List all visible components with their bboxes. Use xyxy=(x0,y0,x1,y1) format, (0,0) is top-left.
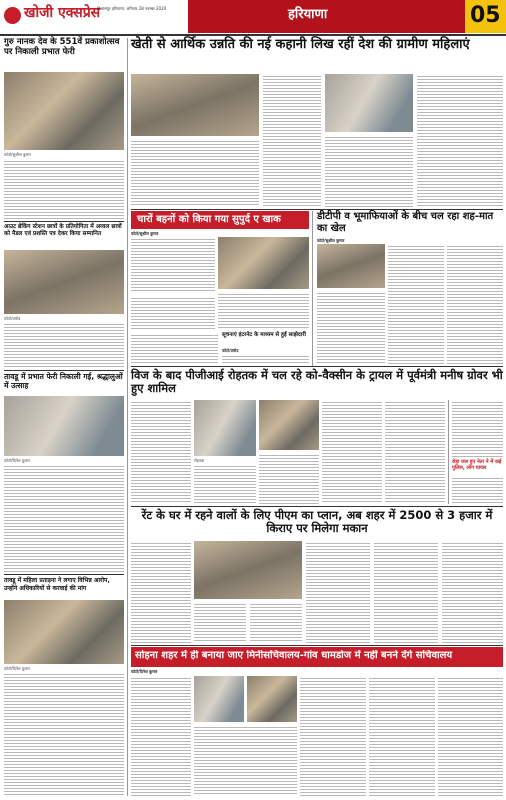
guru-nanak-photo-credit: फोटो/सुशील कुमार xyxy=(4,152,32,157)
dtp-body-1 xyxy=(317,291,385,364)
masthead-logo-bar xyxy=(0,0,188,33)
rural-women-body-2 xyxy=(263,74,321,207)
pm-plan-body-1 xyxy=(131,541,191,643)
four-sisters-photo xyxy=(218,237,309,289)
main-divider-2 xyxy=(131,366,503,367)
main-divider-3 xyxy=(131,506,503,507)
vaccine-body-5 xyxy=(385,400,445,504)
masthead-divider xyxy=(0,34,506,36)
sohna-photo-1 xyxy=(194,676,244,722)
four-sisters-body-3 xyxy=(131,296,215,330)
center-column-rule xyxy=(312,211,313,366)
guru-nanak-body xyxy=(4,159,124,219)
left-divider-3 xyxy=(4,574,124,575)
sohna-photo-2 xyxy=(247,676,297,722)
four-sisters-headline: चारों बहनों को किया गया सुपुर्द ए खाक xyxy=(137,214,281,225)
dtp-body-3 xyxy=(447,244,503,364)
vaccine-headline: विज के बाद पीजीआई रोहतक में चल रहे को-वैक्सीन के ट्रायल में पूर्वमंत्री मनीष ग्रोवर भी हुए शामिल xyxy=(131,368,503,396)
tavdu-women-headline: तावडू में महिला प्रताड़ना ने लगाए विभिन्न आरोप, उन्होंने अधिकारियों से करवाई की मांग xyxy=(4,577,110,592)
rural-women-body-3 xyxy=(325,135,413,207)
pm-plan-body-2 xyxy=(194,602,246,643)
rural-women-body-1 xyxy=(131,139,259,207)
suchna-byline: फोटो/प्रमोद xyxy=(222,348,239,353)
four-sisters-banner xyxy=(131,211,309,229)
sohna-body-1 xyxy=(131,676,191,796)
four-sisters-body-4 xyxy=(131,333,218,364)
left-divider-2 xyxy=(4,370,124,371)
vaccine-body-2 xyxy=(194,464,256,504)
pm-plan-photo xyxy=(194,541,302,599)
tavdu-women-photo xyxy=(4,600,124,664)
pm-plan-body-6 xyxy=(442,541,503,643)
page-number-badge xyxy=(465,0,506,33)
sohna-body-2 xyxy=(194,725,297,796)
vaccine-body-4 xyxy=(322,400,382,504)
rural-women-headline: खेती से आर्थिक उन्नति की नई कहानी लिख रहीं देश की ग्रामीण महिलाएं xyxy=(131,37,470,52)
vaccine-photo-2 xyxy=(259,400,319,450)
rural-women-photo-2 xyxy=(325,74,413,132)
vaccine-body-3 xyxy=(259,453,319,504)
masthead xyxy=(0,0,506,33)
aashtaq-headline: आउट ब्रेकिंग स्टेशन छात्रों के प्रतियोगिता में अव्वल छात्रों को मैडल एवं प्रशस्ति पत्र देकर किया सम्मानित xyxy=(4,224,122,238)
rural-women-body-4 xyxy=(417,74,503,207)
section-title: हरियाणा xyxy=(288,7,328,22)
prabhat-feri-photo-credit: फोटो/दिनेश कुमार xyxy=(4,458,31,463)
pm-plan-body-5 xyxy=(374,541,438,643)
guru-nanak-headline: गुरु नानक देव के 551वें प्रकाशोत्सव पर निकाली प्रभात फेरी xyxy=(4,37,120,57)
main-divider-1 xyxy=(131,209,503,210)
pm-plan-body-3 xyxy=(250,602,302,643)
aashtaq-photo xyxy=(4,250,124,314)
page-number: 05 xyxy=(470,3,501,28)
prabhat-feri-headline: तावडू में प्रभात फेरी निकाली गई, श्रद्धालुओं में उत्साह xyxy=(4,372,123,390)
aashtaq-photo-credit: फोटो/प्रमोद xyxy=(4,316,21,321)
vaccine-photo-caption: रोहतक xyxy=(194,458,205,463)
left-divider-1 xyxy=(4,221,124,222)
sohna-byline: फोटो/दिनेश कुमार xyxy=(131,669,158,674)
suchna-body xyxy=(222,354,309,364)
masthead-meta: बिलासपुर हरियाणा, शनिवार 28 नवम्बर 2020 xyxy=(97,6,167,11)
four-sisters-body-2 xyxy=(218,292,309,330)
side-small-body xyxy=(452,476,503,504)
section-banner xyxy=(188,0,465,33)
tavdu-women-body xyxy=(4,672,124,796)
sohna-body-3 xyxy=(300,676,366,796)
guru-nanak-photo xyxy=(4,72,124,150)
pm-plan-headline: रेंट के घर में रहने वालों के लिए पीएम का प्लान, अब शहर में 2500 से 3 हजार में किराए पर मिलेगा मकान xyxy=(141,508,493,536)
dtp-body-2 xyxy=(388,244,444,364)
rural-women-photo xyxy=(131,74,259,136)
side-small-headline: रोहा जल हुए नेता ने में कई पुलिस, लोग घायल xyxy=(452,459,502,471)
left-column-rule xyxy=(127,38,128,796)
side-top-body xyxy=(452,400,503,458)
vaccine-body-1 xyxy=(131,400,191,504)
newspaper-name: खोजी एक्सप्रेस xyxy=(24,5,101,21)
four-sisters-byline: फोटो/सुशील कुमार xyxy=(131,231,159,236)
prabhat-feri-photo xyxy=(4,396,124,456)
sohna-body-4 xyxy=(369,676,435,796)
vaccine-photo xyxy=(194,400,256,456)
main-divider-4 xyxy=(131,645,503,646)
sohna-headline: सोहना शहर में ही बनाया जाए मिनीसचिवालय-गांव धामडोज में नहीं बनने देंगे सचिवालय xyxy=(135,650,453,661)
four-sisters-body-1 xyxy=(131,237,215,293)
suchna-headline: सूचनाएं इंटरनेट के माध्यम से हुईं साझेदारी xyxy=(222,332,306,338)
logo-icon xyxy=(4,7,21,24)
sohna-body-5 xyxy=(438,676,503,796)
tavdu-women-photo-credit: फोटो/दिनेश कुमार xyxy=(4,666,31,671)
prabhat-feri-body xyxy=(4,464,124,572)
dtp-photo xyxy=(317,244,385,288)
aashtaq-body xyxy=(4,322,124,368)
sohna-banner xyxy=(131,647,503,667)
pm-plan-body-4 xyxy=(306,541,370,643)
dtp-byline: फोटो/सुशील कुमार xyxy=(317,238,345,243)
right-column-rule xyxy=(448,400,449,504)
dtp-headline: डीटीपी व भूमाफियाओं के बीच चल रहा शह-मात का खेल xyxy=(317,211,494,234)
